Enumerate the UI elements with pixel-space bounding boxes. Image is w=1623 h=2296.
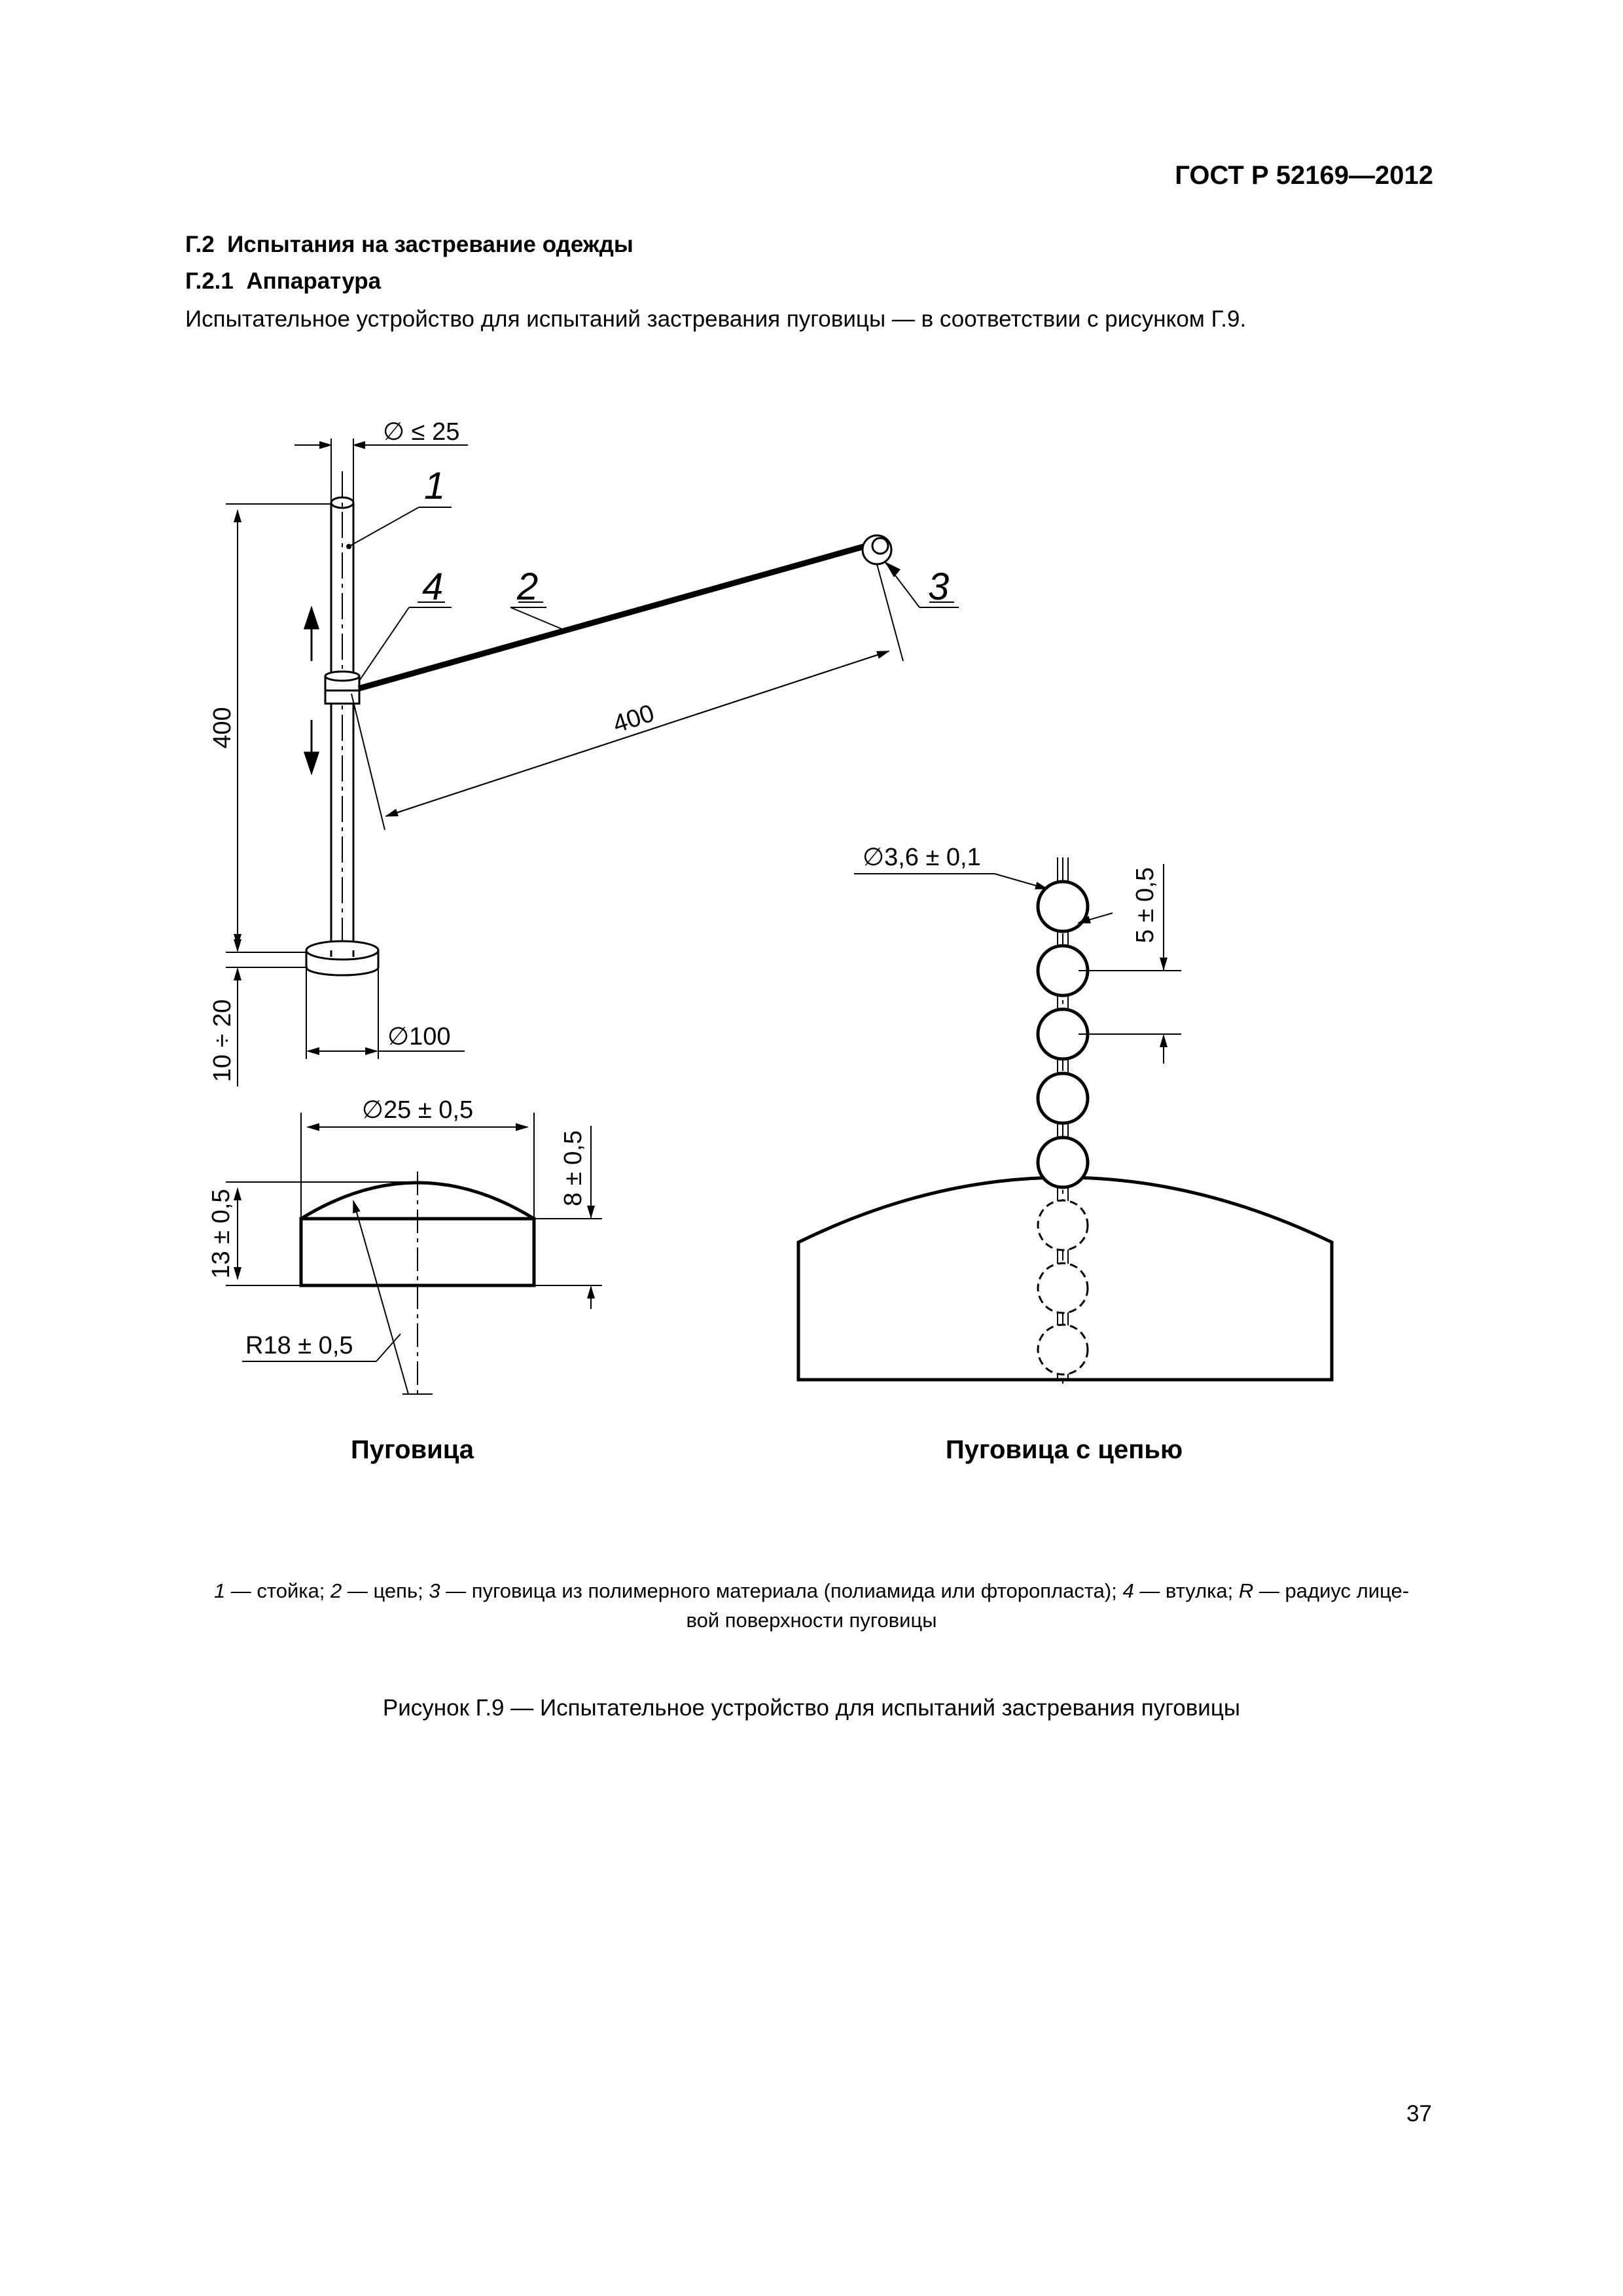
dim-post-diameter-label: ∅ ≤ 25	[383, 418, 460, 446]
legend-num-4: 4	[1122, 1579, 1134, 1602]
legend-text-2: — цепь;	[342, 1579, 429, 1602]
intro-paragraph: Испытательное устройство для испытаний застревания пуговицы — в соответствии с рисунком Г.9.	[185, 306, 1247, 332]
legend-num-1: 1	[213, 1579, 226, 1602]
dim-base-diameter-label: ∅100	[387, 1023, 451, 1050]
subsection-title: Аппаратура	[246, 268, 382, 294]
chain-ball	[1038, 1325, 1088, 1374]
callout-4: 4	[422, 565, 444, 608]
post-assembly	[306, 471, 378, 975]
base-top	[306, 941, 378, 960]
dim-gap-label: 10 ÷ 20	[209, 999, 236, 1083]
dim-ball-diameter-label: ∅3,6 ± 0,1	[863, 844, 981, 871]
chain-ball	[1038, 1138, 1088, 1187]
figure-caption: Рисунок Г.9 — Испытательное устройство для испытаний застревания пуговицы	[382, 1695, 1241, 1721]
chain-ball	[1038, 1200, 1088, 1250]
page-number: 37	[1406, 2101, 1432, 2126]
chain-ball	[1038, 1073, 1088, 1123]
legend-num-3: 3	[429, 1579, 440, 1602]
legend-line-2: вой поверхности пуговицы	[686, 1609, 937, 1632]
label-button: Пуговица	[350, 1435, 474, 1464]
figure-legend	[124, 1576, 1499, 1635]
movement-arrows	[305, 609, 318, 772]
button-detail	[242, 1172, 534, 1397]
document-code: ГОСТ Р 52169—2012	[1175, 161, 1433, 190]
chain-ball	[1038, 882, 1088, 931]
dim-ball-pitch	[1079, 864, 1181, 1064]
callout-1-dot	[346, 544, 351, 549]
button-end	[863, 535, 891, 564]
section-number: Г.2	[185, 232, 215, 257]
dim-button-height-label: 13 ± 0,5	[207, 1189, 235, 1279]
callout-2: 2	[517, 565, 539, 608]
bushing-top	[325, 672, 359, 681]
arrow-down-icon	[305, 753, 318, 772]
dim-radius-label: R18 ± 0,5	[245, 1332, 353, 1359]
chain-ball	[1038, 1263, 1088, 1313]
legend-text-3: — пуговица из полимерного материала (полиамида или фторопласта);	[440, 1579, 1123, 1602]
dim-height-400	[226, 504, 331, 952]
legend-num-2: 2	[330, 1579, 342, 1602]
legend-text-1: — стойка;	[225, 1579, 331, 1602]
dim-chain-400-label: 400	[609, 699, 658, 739]
callout-3-arrow	[885, 562, 901, 577]
legend-text-4: — втулка;	[1133, 1579, 1239, 1602]
label-button-chain: Пуговица с цепью	[945, 1435, 1183, 1464]
dim-height-400-label: 400	[209, 707, 236, 749]
legend-num-r: R	[1238, 1579, 1254, 1602]
dim-ball-pitch-label: 5 ± 0,5	[1132, 867, 1159, 943]
dim-button-height	[226, 1182, 419, 1285]
dim-dome-height-label: 8 ± 0,5	[560, 1130, 587, 1206]
legend-text-r: — радиус лице-	[1253, 1579, 1410, 1602]
legend-line-1	[124, 1576, 1499, 1605]
section-title: Испытания на застревание одежды	[227, 232, 633, 257]
callout-1: 1	[424, 465, 446, 507]
arrow-up-icon	[305, 609, 318, 628]
subsection-number: Г.2.1	[185, 268, 234, 294]
dim-button-diameter-label: ∅25 ± 0,5	[361, 1096, 474, 1124]
callout-3: 3	[928, 565, 950, 608]
